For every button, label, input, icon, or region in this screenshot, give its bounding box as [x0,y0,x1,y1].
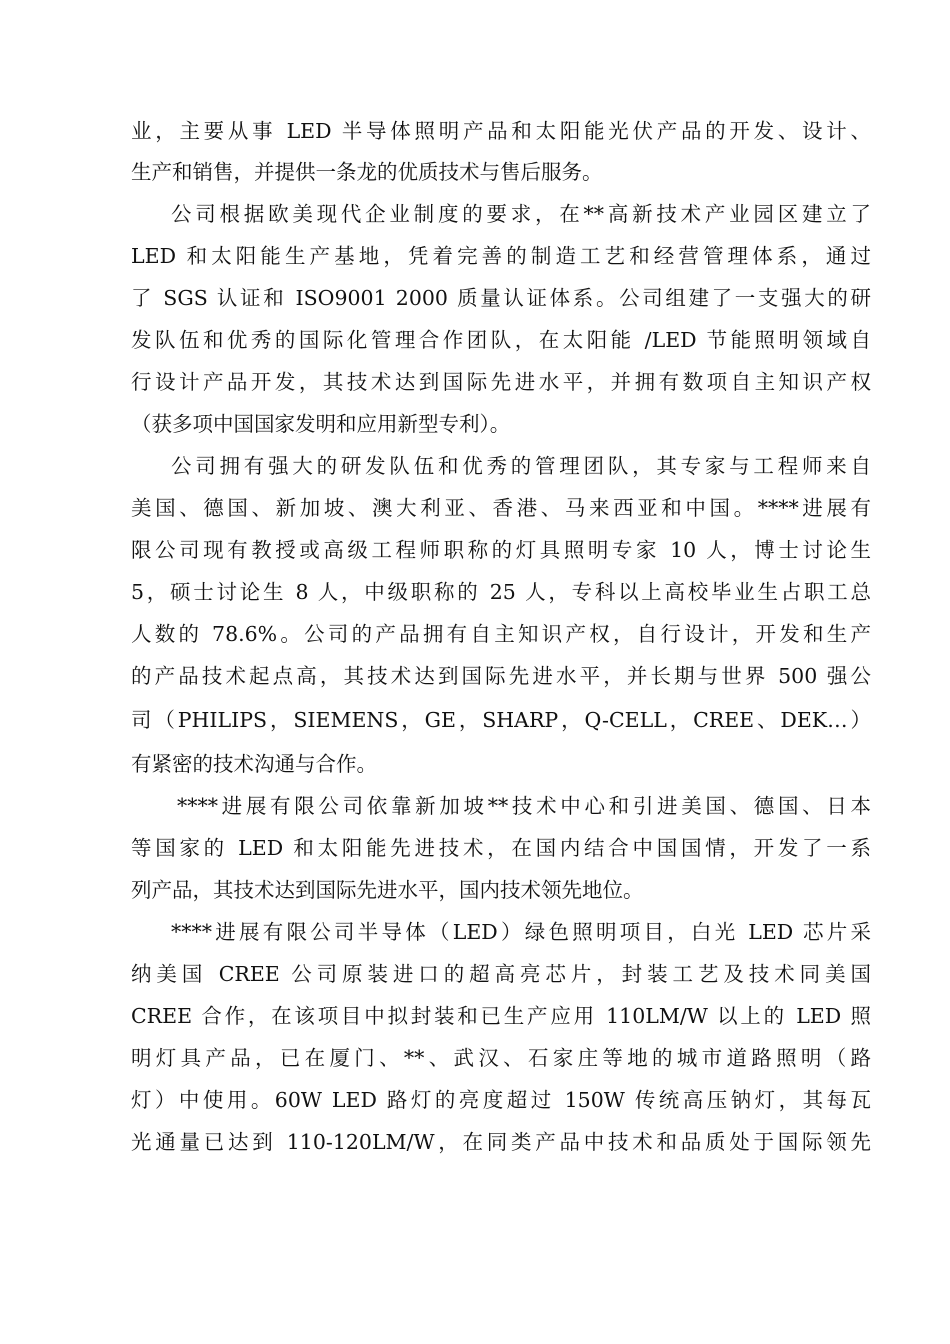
text-line: 司（PHILIPS，SIEMENS，GE，SHARP，Q-CELL，CREE、DEK…） [131,708,871,732]
text-line: 5，硕士讨论生 8 人，中级职称的 25 人，专科以上高校毕业生占职工总 [131,580,871,604]
text-line: ****进展有限公司依靠新加坡**技术中心和引进美国、德国、日本 [177,794,871,818]
text-line: 公司根据欧美现代企业制度的要求，在**高新技术产业园区建立了 [171,202,871,226]
text-line: 公司拥有强大的研发队伍和优秀的管理团队，其专家与工程师来自 [171,454,871,478]
text-line: 有紧密的技术沟通与合作。 [131,752,377,776]
text-line: 灯）中使用。60W LED 路灯的亮度超过 150W 传统高压钠灯，其每瓦 [131,1088,871,1112]
text-line: 行设计产品开发，其技术达到国际先进水平，并拥有数项自主知识产权 [131,370,871,394]
text-line: CREE 合作，在该项目中拟封装和已生产应用 110LM/W 以上的 LED 照 [131,1004,871,1028]
text-line: 人数的 78.6%。公司的产品拥有自主知识产权，自行设计，开发和生产 [131,622,871,646]
text-line: 生产和销售，并提供一条龙的优质技术与售后服务。 [131,160,603,184]
text-line: 业，主要从事 LED 半导体照明产品和太阳能光伏产品的开发、设计、 [131,119,871,143]
text-line: 发队伍和优秀的国际化管理合作团队，在太阳能 /LED 节能照明领域自 [131,328,871,352]
text-line: 列产品，其技术达到国际先进水平，国内技术领先地位。 [131,878,644,902]
text-line: 等国家的 LED 和太阳能先进技术，在国内结合中国国情，开发了一系 [131,836,871,860]
text-line: 的产品技术起点高，其技术达到国际先进水平，并长期与世界 500 强公 [131,664,871,688]
text-line: 美国、德国、新加坡、澳大利亚、香港、马来西亚和中国。****进展有 [131,496,871,520]
text-line: 了 SGS 认证和 ISO9001 2000 质量认证体系。公司组建了一支强大的研 [131,286,871,310]
text-line: 明灯具产品，已在厦门、**、武汉、石家庄等地的城市道路照明（路 [131,1046,871,1070]
text-line: （获多项中国国家发明和应用新型专利）。 [131,412,511,436]
text-line: LED 和太阳能生产基地，凭着完善的制造工艺和经营管理体系，通过 [131,244,871,268]
text-line: 光通量已达到 110-120LM/W，在同类产品中技术和品质处于国际领先 [131,1130,871,1154]
text-line: 纳美国 CREE 公司原装进口的超高亮芯片，封装工艺及技术同美国 [131,962,871,986]
text-line: 限公司现有教授或高级工程师职称的灯具照明专家 10 人，博士讨论生 [131,538,871,562]
text-line: ****进展有限公司半导体（LED）绿色照明项目，白光 LED 芯片采 [171,920,871,944]
